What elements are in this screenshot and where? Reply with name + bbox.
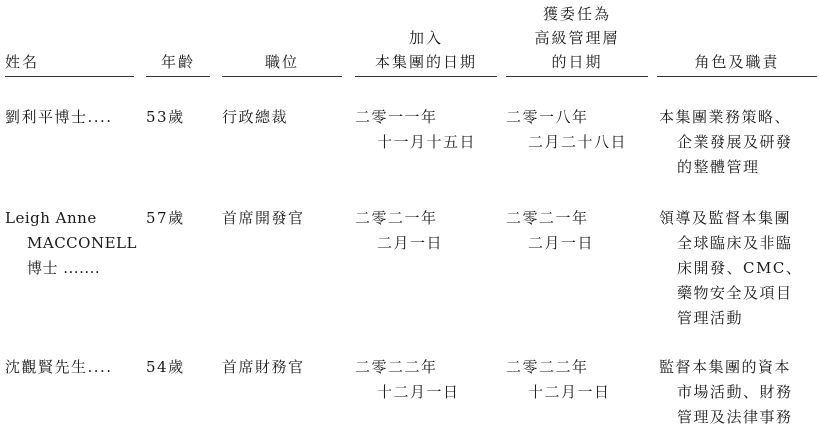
cell-age: 54歲: [146, 358, 185, 376]
cell-position: 首席財務官: [222, 358, 305, 376]
header-senior-mgmt-date: 獲委任為 高級管理層 的日期: [534, 5, 620, 71]
cell-senior-mgmt-date: 二零一八年 二月二十八日: [506, 108, 628, 151]
header-roles: 角色及職責: [694, 53, 780, 71]
cell-roles: 本集團業務策略、 企業發展及研發 的整體管理: [659, 108, 793, 176]
header-age: 年齡: [160, 53, 195, 71]
cell-join-date: 二零二二年 十二月一日: [355, 358, 460, 401]
cell-name: 劉利平博士....: [5, 108, 113, 126]
cell-join-date: 二零二一年 二月一日: [355, 209, 444, 252]
header-rule-roles: [657, 76, 817, 77]
cell-join-date: 二零一一年 十一月十五日: [355, 108, 477, 151]
cell-name: Leigh Anne MACCONELL 博士 .......: [5, 209, 137, 277]
cell-age: 57歲: [146, 209, 185, 227]
header-rule-name: [5, 76, 134, 77]
cell-position: 首席開發官: [222, 209, 305, 227]
header-rule-senior-mgmt-date: [506, 76, 648, 77]
cell-age: 53歲: [146, 108, 185, 126]
header-rule-age: [146, 76, 210, 77]
cell-roles: 監督本集團的資本 市場活動、財務 管理及法律事務: [659, 358, 793, 426]
header-rule-join-date: [355, 76, 497, 77]
header-rule-position: [222, 76, 342, 77]
cell-senior-mgmt-date: 二零二一年 二月一日: [506, 209, 595, 252]
header-name: 姓名: [5, 53, 40, 71]
cell-roles: 領導及監督本集團 全球臨床及非臨 床開發、CMC、 藥物安全及項目 管理活動: [659, 209, 803, 327]
cell-senior-mgmt-date: 二零二二年 十二月一日: [506, 358, 611, 401]
header-position: 職位: [264, 53, 299, 71]
cell-position: 行政總裁: [222, 108, 289, 126]
header-join-date: 加入 本集團的日期: [374, 29, 477, 71]
cell-name: 沈觀賢先生....: [5, 358, 113, 376]
